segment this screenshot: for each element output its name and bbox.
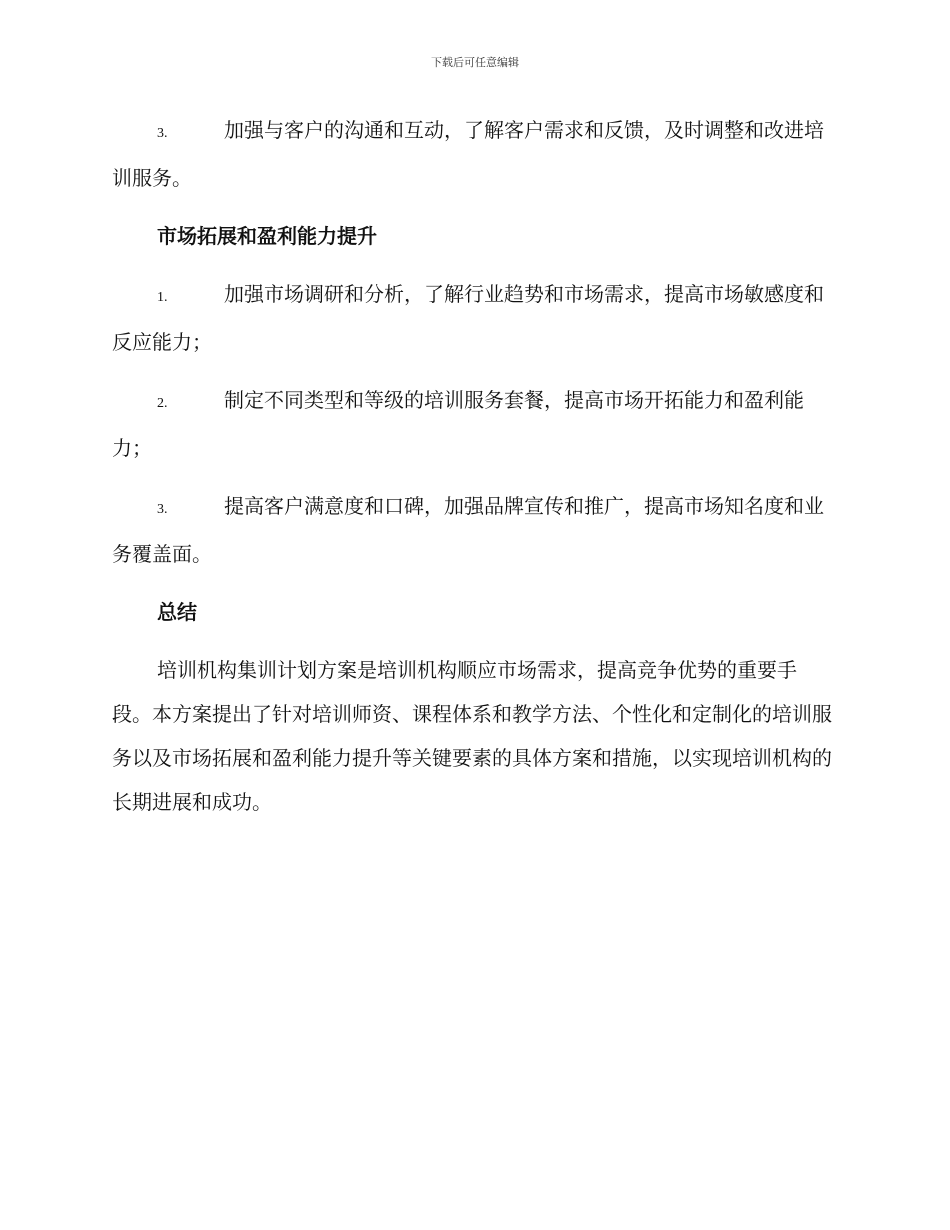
list-item-number: 1. bbox=[157, 290, 168, 305]
list-item bbox=[112, 108, 832, 200]
list-item-text: 加强市场调研和分析，了解行业趋势和市场需求，提高市场敏感度和反应能力； bbox=[112, 282, 824, 354]
section-heading-market: 市场拓展和盈利能力提升 bbox=[157, 224, 377, 248]
list-item-number: 3. bbox=[157, 502, 168, 517]
list-item-text: 提高客户满意度和口碑，加强品牌宣传和推广，提高市场知名度和业务覆盖面。 bbox=[112, 494, 824, 566]
list-item-text: 加强与客户的沟通和互动，了解客户需求和反馈，及时调整和改进培训服务。 bbox=[112, 118, 824, 190]
list-item-number: 3. bbox=[157, 126, 168, 141]
document-body bbox=[112, 108, 832, 824]
list-item-number: 2. bbox=[157, 396, 168, 411]
list-item bbox=[112, 272, 832, 364]
list-item bbox=[112, 484, 832, 576]
page-header-note: 下载后可任意编辑 bbox=[431, 56, 519, 69]
list-item bbox=[112, 378, 832, 470]
list-item-text: 制定不同类型和等级的培训服务套餐，提高市场开拓能力和盈利能力； bbox=[112, 388, 804, 460]
summary-paragraph: 培训机构集训计划方案是培训机构顺应市场需求，提高竞争优势的重要手段。本方案提出了针对培训师资、课程体系和教学方法、个性化和定制化的培训服务以及市场拓展和盈利能力提升等关键要素的具体方案和措施，以实现培训机构的长期进展和成功。 bbox=[112, 658, 832, 814]
section-heading-summary: 总结 bbox=[157, 600, 197, 624]
